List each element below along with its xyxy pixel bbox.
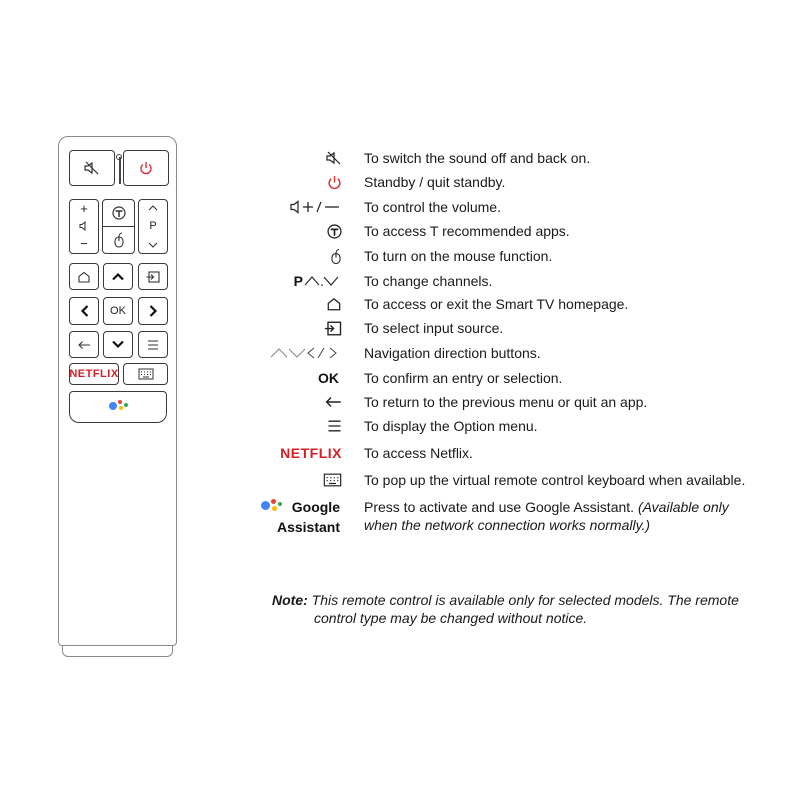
remote-right-button bbox=[138, 297, 168, 325]
keyboard-icon bbox=[323, 473, 342, 487]
legend-text-menu: To display the Option menu. bbox=[364, 418, 538, 434]
google-assistant-label bbox=[260, 497, 340, 537]
legend-icon-cell bbox=[250, 293, 342, 315]
legend-icon-cell bbox=[250, 342, 342, 364]
remote-mouse-button bbox=[102, 226, 135, 254]
legend-text-mouse: To turn on the mouse function. bbox=[364, 248, 553, 264]
legend-text-google-line1 bbox=[364, 498, 729, 516]
remote-menu-button bbox=[138, 331, 168, 358]
netflix-icon: NETFLIX bbox=[280, 445, 342, 461]
google-text-italic: (Available only bbox=[637, 499, 729, 515]
legend-icon-cell bbox=[250, 245, 342, 267]
remote-home-button bbox=[69, 263, 99, 290]
netflix-logo: NETFLIX bbox=[69, 368, 119, 380]
note-paragraph bbox=[272, 591, 772, 627]
remote-input-button bbox=[138, 263, 168, 290]
note-line1: This remote control is available only for selected models. The remote bbox=[311, 592, 739, 608]
remote-power-button bbox=[123, 150, 169, 186]
legend-text-netflix: To access Netflix. bbox=[364, 445, 473, 461]
left-arrow-icon bbox=[80, 304, 89, 318]
note-line2: control type may be changed without notice. bbox=[314, 610, 588, 626]
legend-text-mute: To switch the sound off and back on. bbox=[364, 150, 591, 166]
legend-icon-cell bbox=[250, 469, 342, 491]
remote-up-button bbox=[103, 263, 133, 290]
legend-text-volume: To control the volume. bbox=[364, 199, 501, 215]
assistant-label: Assistant bbox=[276, 519, 340, 535]
keyboard-icon bbox=[138, 368, 154, 380]
legend-text-channel: To change channels. bbox=[364, 273, 493, 289]
legend-icon-cell bbox=[250, 270, 342, 292]
input-source-icon bbox=[324, 321, 342, 336]
legend-text-google-line2 bbox=[364, 516, 650, 534]
right-arrow-icon bbox=[149, 304, 158, 318]
home-icon bbox=[326, 297, 342, 311]
remote-keyboard-button bbox=[123, 363, 168, 385]
channel-p-label: P bbox=[293, 273, 303, 289]
remote-volume-rocker bbox=[69, 199, 99, 254]
remote-control-illustration bbox=[58, 136, 177, 646]
google-assistant-icon bbox=[107, 399, 129, 415]
legend-icon-cell bbox=[250, 220, 342, 242]
legend-icon-cell bbox=[250, 442, 342, 464]
legend-icon-cell bbox=[250, 367, 342, 389]
input-source-icon bbox=[146, 271, 160, 283]
volume-plus-label: + bbox=[80, 201, 88, 217]
google-text-italic-2: when the network connection works normally.) bbox=[364, 517, 651, 533]
t-apps-icon bbox=[112, 206, 126, 220]
volume-minus-label: − bbox=[80, 235, 88, 251]
legend-icon-cell bbox=[250, 317, 342, 339]
legend-icon-cell bbox=[250, 196, 342, 218]
legend-text-navigation: Navigation direction buttons. bbox=[364, 345, 541, 361]
back-arrow-icon bbox=[77, 340, 91, 350]
remote-netflix-button bbox=[69, 363, 119, 385]
chevron-down-icon bbox=[148, 242, 158, 248]
note-label: Note: bbox=[272, 592, 308, 608]
legend-text-t-apps: To access T recommended apps. bbox=[364, 223, 570, 239]
remote-left-button bbox=[69, 297, 99, 325]
remote-google-assistant-button bbox=[69, 391, 167, 423]
channel-icon bbox=[304, 275, 342, 287]
legend-icon-cell bbox=[250, 415, 342, 437]
mute-icon bbox=[84, 161, 100, 175]
navigation-icon bbox=[270, 346, 342, 360]
speaker-icon bbox=[79, 221, 89, 231]
mute-icon bbox=[326, 151, 342, 165]
legend-text-ok: To confirm an entry or selection. bbox=[364, 370, 563, 386]
microphone-line bbox=[119, 157, 121, 184]
legend-text-power: Standby / quit standby. bbox=[364, 174, 506, 190]
legend-text-back: To return to the previous menu or quit an app. bbox=[364, 394, 648, 410]
volume-icon bbox=[290, 200, 342, 214]
legend-icon-cell bbox=[250, 391, 342, 413]
ok-label: OK bbox=[110, 305, 126, 317]
home-icon bbox=[77, 271, 91, 283]
mouse-icon bbox=[330, 248, 342, 265]
google-label: Google bbox=[291, 499, 340, 515]
google-text-plain: Press to activate and use Google Assistant. bbox=[364, 499, 635, 515]
legend-text-input: To select input source. bbox=[364, 320, 504, 336]
power-icon bbox=[139, 161, 153, 175]
legend-icon-cell bbox=[250, 147, 342, 169]
remote-channel-rocker bbox=[138, 199, 168, 254]
chevron-up-icon bbox=[148, 205, 158, 211]
t-apps-icon bbox=[327, 224, 342, 239]
legend-text-home: To access or exit the Smart TV homepage. bbox=[364, 296, 629, 312]
down-arrow-icon bbox=[111, 340, 125, 349]
remote-ok-button bbox=[103, 297, 133, 325]
up-arrow-icon bbox=[111, 272, 125, 281]
menu-icon bbox=[147, 340, 159, 350]
power-icon bbox=[327, 175, 342, 190]
mouse-icon bbox=[113, 232, 125, 248]
remote-bottom-edge bbox=[62, 645, 173, 657]
menu-icon bbox=[327, 420, 342, 432]
legend-icon-cell bbox=[250, 171, 342, 193]
remote-back-button bbox=[69, 331, 99, 358]
channel-p-label: P bbox=[149, 220, 157, 233]
legend-text-keyboard: To pop up the virtual remote control keyboard when available. bbox=[364, 472, 746, 488]
back-arrow-icon bbox=[324, 395, 342, 409]
remote-t-apps-button bbox=[102, 199, 135, 227]
remote-down-button bbox=[103, 331, 133, 358]
remote-mute-button bbox=[69, 150, 115, 186]
ok-icon: OK bbox=[318, 370, 339, 386]
